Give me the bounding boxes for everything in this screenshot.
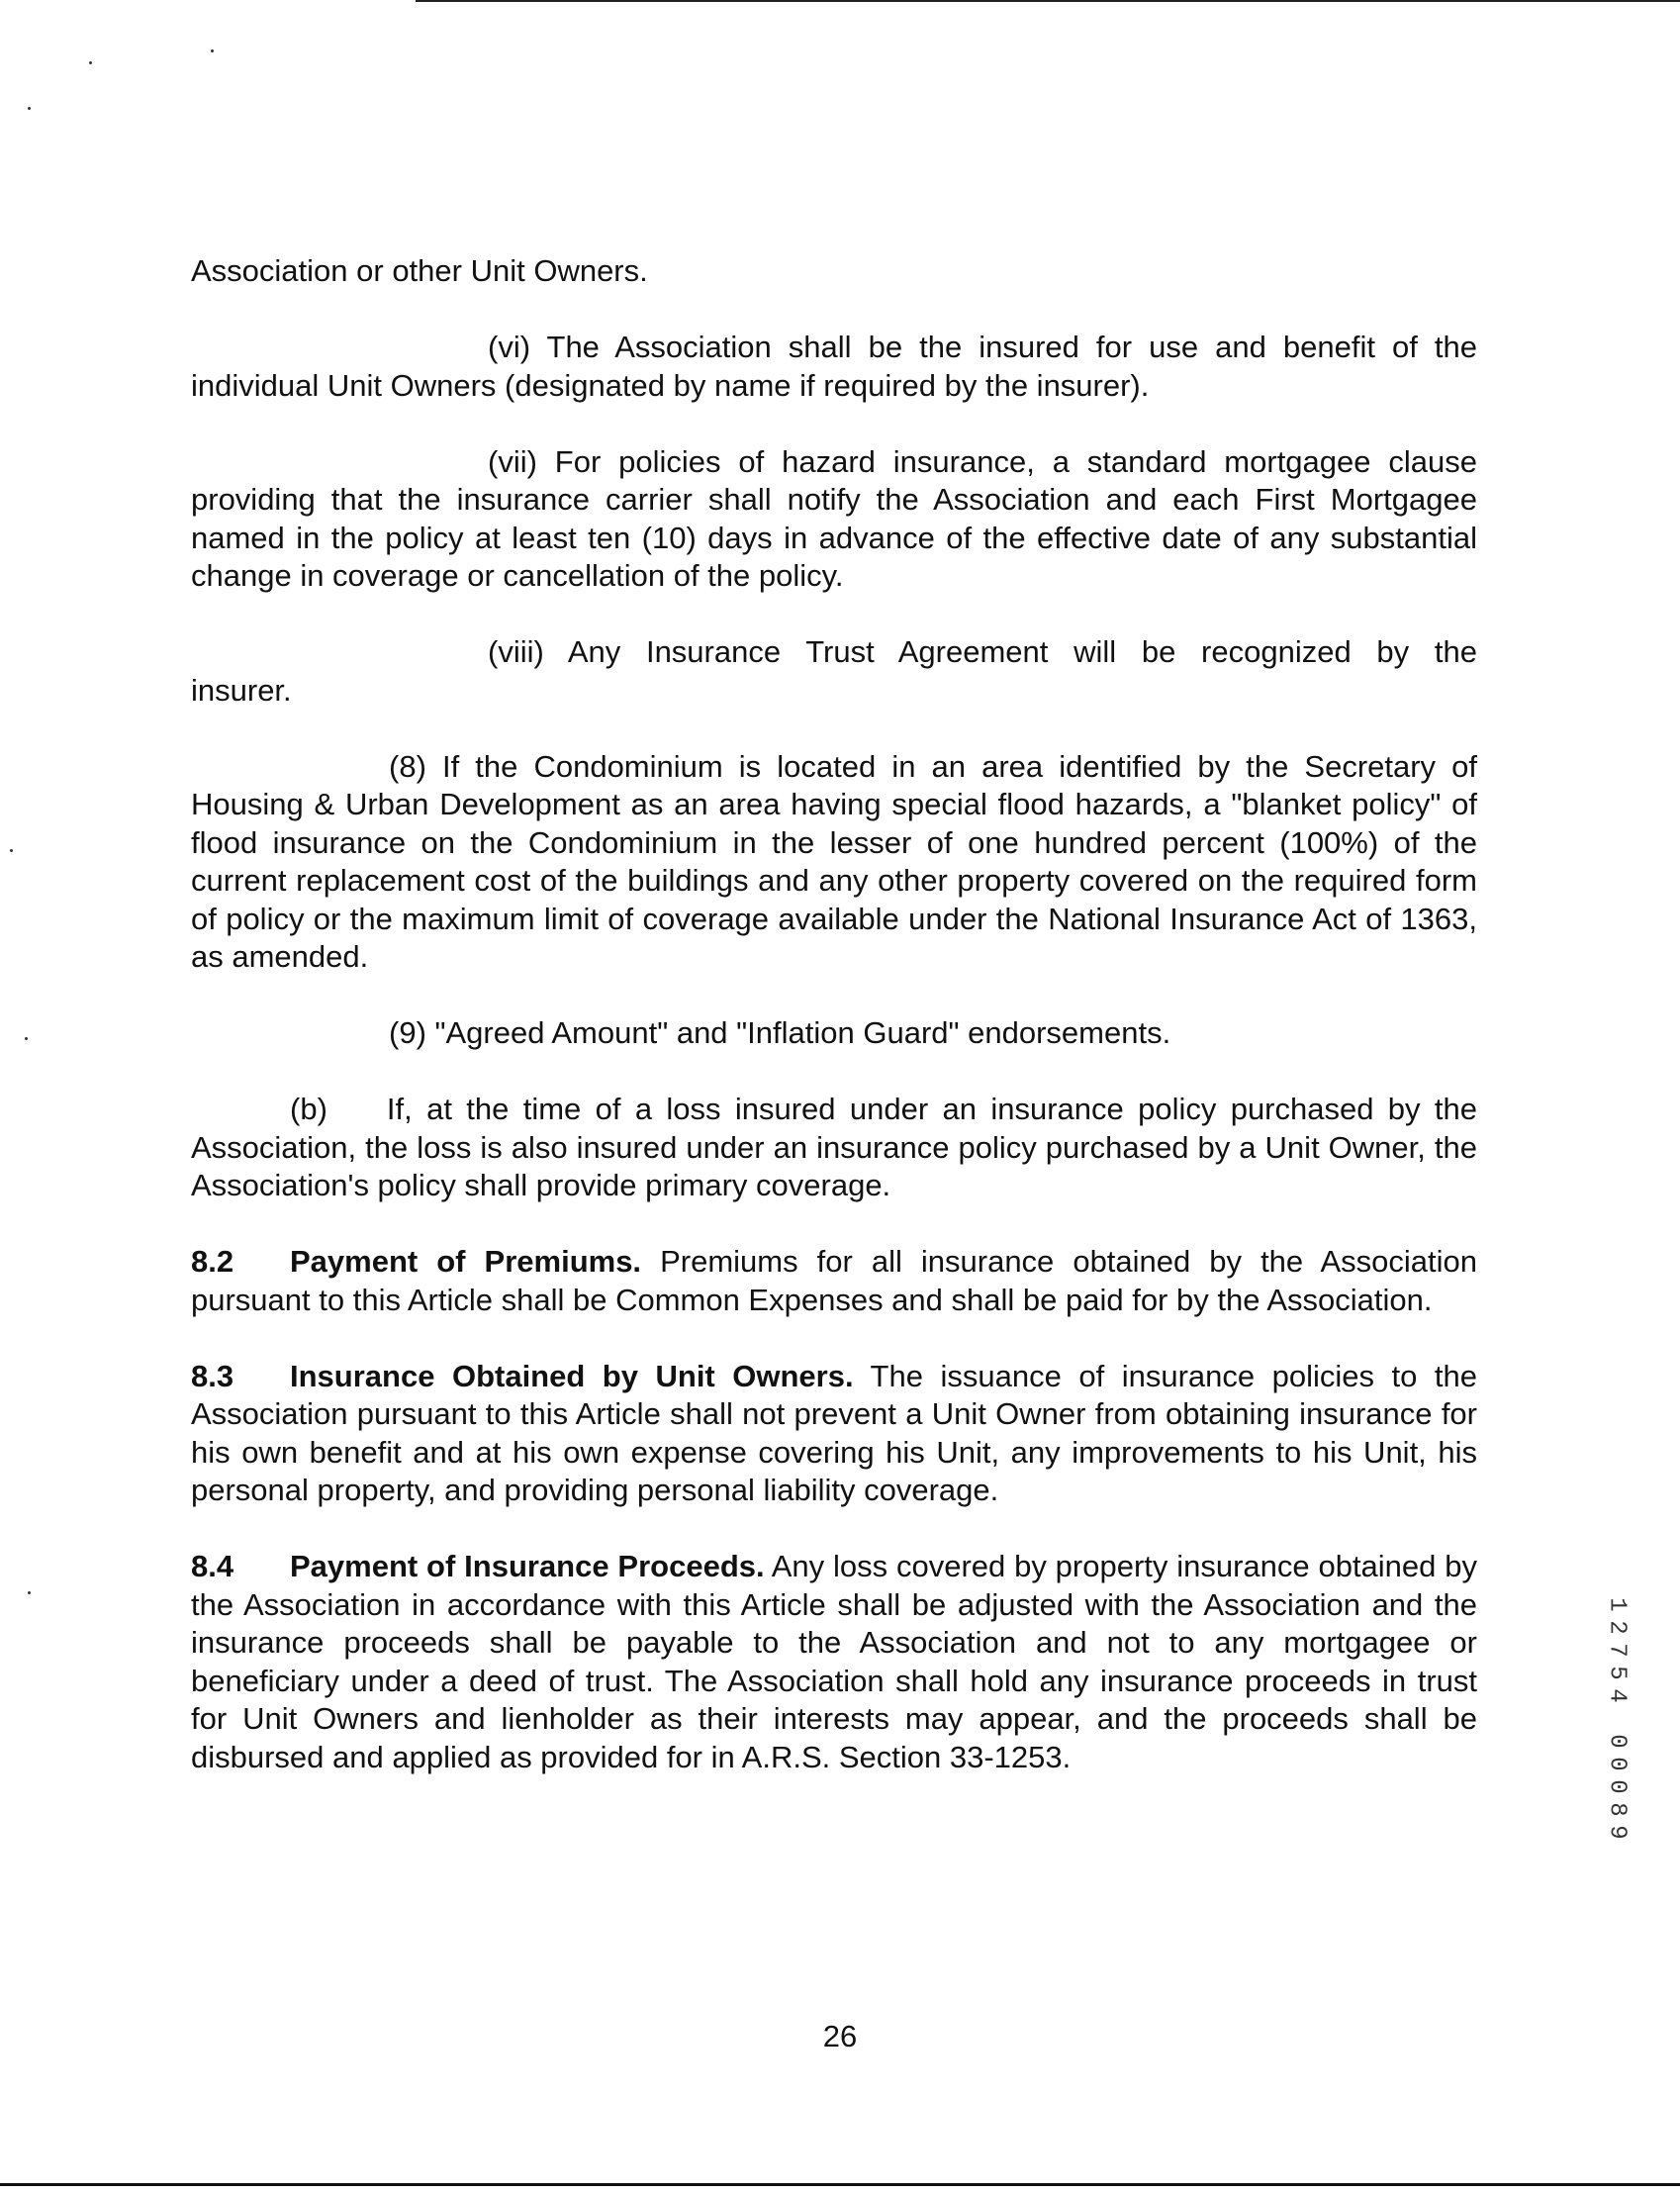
section-number: 8.3 xyxy=(191,1358,234,1393)
section-title: Payment of Insurance Proceeds. xyxy=(290,1549,765,1583)
scan-speck xyxy=(25,1037,28,1040)
bates-character: 9 xyxy=(1603,1825,1631,1840)
bates-character: 2 xyxy=(1603,1620,1631,1635)
section-title: Payment of Premiums. xyxy=(290,1244,642,1279)
bates-character: 5 xyxy=(1603,1666,1631,1680)
bates-character: 0 xyxy=(1603,1779,1631,1794)
page-number: 26 xyxy=(822,2019,858,2053)
item-b-text: If, at the time of a loss insured under an insurance policy purchased by the Association, the loss is also insured under an insurance policy purchased by a Unit Owner, the Association's policy shall provide primary coverage. xyxy=(191,1092,1477,1202)
section-8-4 xyxy=(191,1548,1477,1776)
scan-edge-top xyxy=(416,0,1680,2)
continuation-text: Association or other Unit Owners. xyxy=(191,253,648,288)
section-text: The issuance of insurance policies to the Association pursuant to this Article shall not prevent a Unit Owner from obtaining insurance for his own benefit and at his own expense covering his Unit, any improvements to his Unit, his personal property, and providing personal liability coverage. xyxy=(191,1358,1477,1507)
bates-character: 8 xyxy=(1603,1802,1631,1817)
section-8-3 xyxy=(191,1358,1477,1510)
item-vii: (vii) For policies of hazard insurance, a standard mortgagee clause providing that the insurance carrier shall notify the Association and each First Mortgagee named in the policy at least ten (10) days in advance of the effective date of any substantial change in coverage or cancellation of the policy. xyxy=(191,443,1477,593)
scan-speck xyxy=(28,1591,31,1594)
item-9: (9) "Agreed Amount" and "Inflation Guard" endorsements. xyxy=(389,1015,1171,1050)
section-text: Premiums for all insurance obtained by the Association pursuant to this Article shall be Common Expenses and shall be paid for by the Association. xyxy=(191,1244,1478,1317)
scan-edge-bottom xyxy=(0,2183,1680,2186)
bates-character: 4 xyxy=(1603,1688,1631,1703)
document-body xyxy=(191,252,1477,1815)
section-number: 8.2 xyxy=(191,1244,234,1279)
item-viii-line: (viii) Any Insurance Trust Agreement will be recognized by the xyxy=(488,634,1477,669)
item-vi: (vi) The Association shall be the insured for use and benefit of the individual Unit Owners (designated by name if required by the insurer). xyxy=(191,330,1477,403)
item-8: (8) If the Condominium is located in an area identified by the Secretary of Housing & Urban Development as an area having special flood hazards, a "blanket policy" of flood insurance on the Condominium in the lesser of one hundred percent (100%) of the current replacement cost of the buildings and any other property covered on the required form of policy or the maximum limit of coverage available under the National Insurance Act of 1363, as amended. xyxy=(191,748,1477,974)
bates-character: 0 xyxy=(1603,1734,1631,1749)
bates-character: 1 xyxy=(1603,1597,1631,1612)
bates-character: 7 xyxy=(1603,1643,1631,1658)
item-viii xyxy=(191,633,1477,710)
section-title: Insurance Obtained by Unit Owners. xyxy=(290,1358,854,1393)
item-b xyxy=(191,1091,1477,1205)
item-b-label: (b) xyxy=(290,1092,327,1126)
section-text: Any loss covered by property insurance obtained by the Association in accordance with this Article shall be adjusted with the Association and the insurance proceeds shall be payable to the Association and not to any mortgagee or beneficiary under a deed of trust. The Association shall hold any insurance proceeds in trust for Unit Owners and lienholder as their interests may appear, and the proceeds shall be disbursed and applied as provided for in A.R.S. Section 33-1253. xyxy=(191,1549,1477,1774)
item-viii-tail: insurer. xyxy=(191,672,292,708)
bates-number xyxy=(1597,1593,1636,1844)
scan-speck xyxy=(28,107,31,110)
scan-speck xyxy=(89,61,92,64)
section-number: 8.4 xyxy=(191,1549,234,1583)
scan-speck xyxy=(211,49,214,52)
section-8-2 xyxy=(191,1243,1477,1319)
scan-speck xyxy=(10,849,13,852)
bates-character: 0 xyxy=(1603,1757,1631,1771)
